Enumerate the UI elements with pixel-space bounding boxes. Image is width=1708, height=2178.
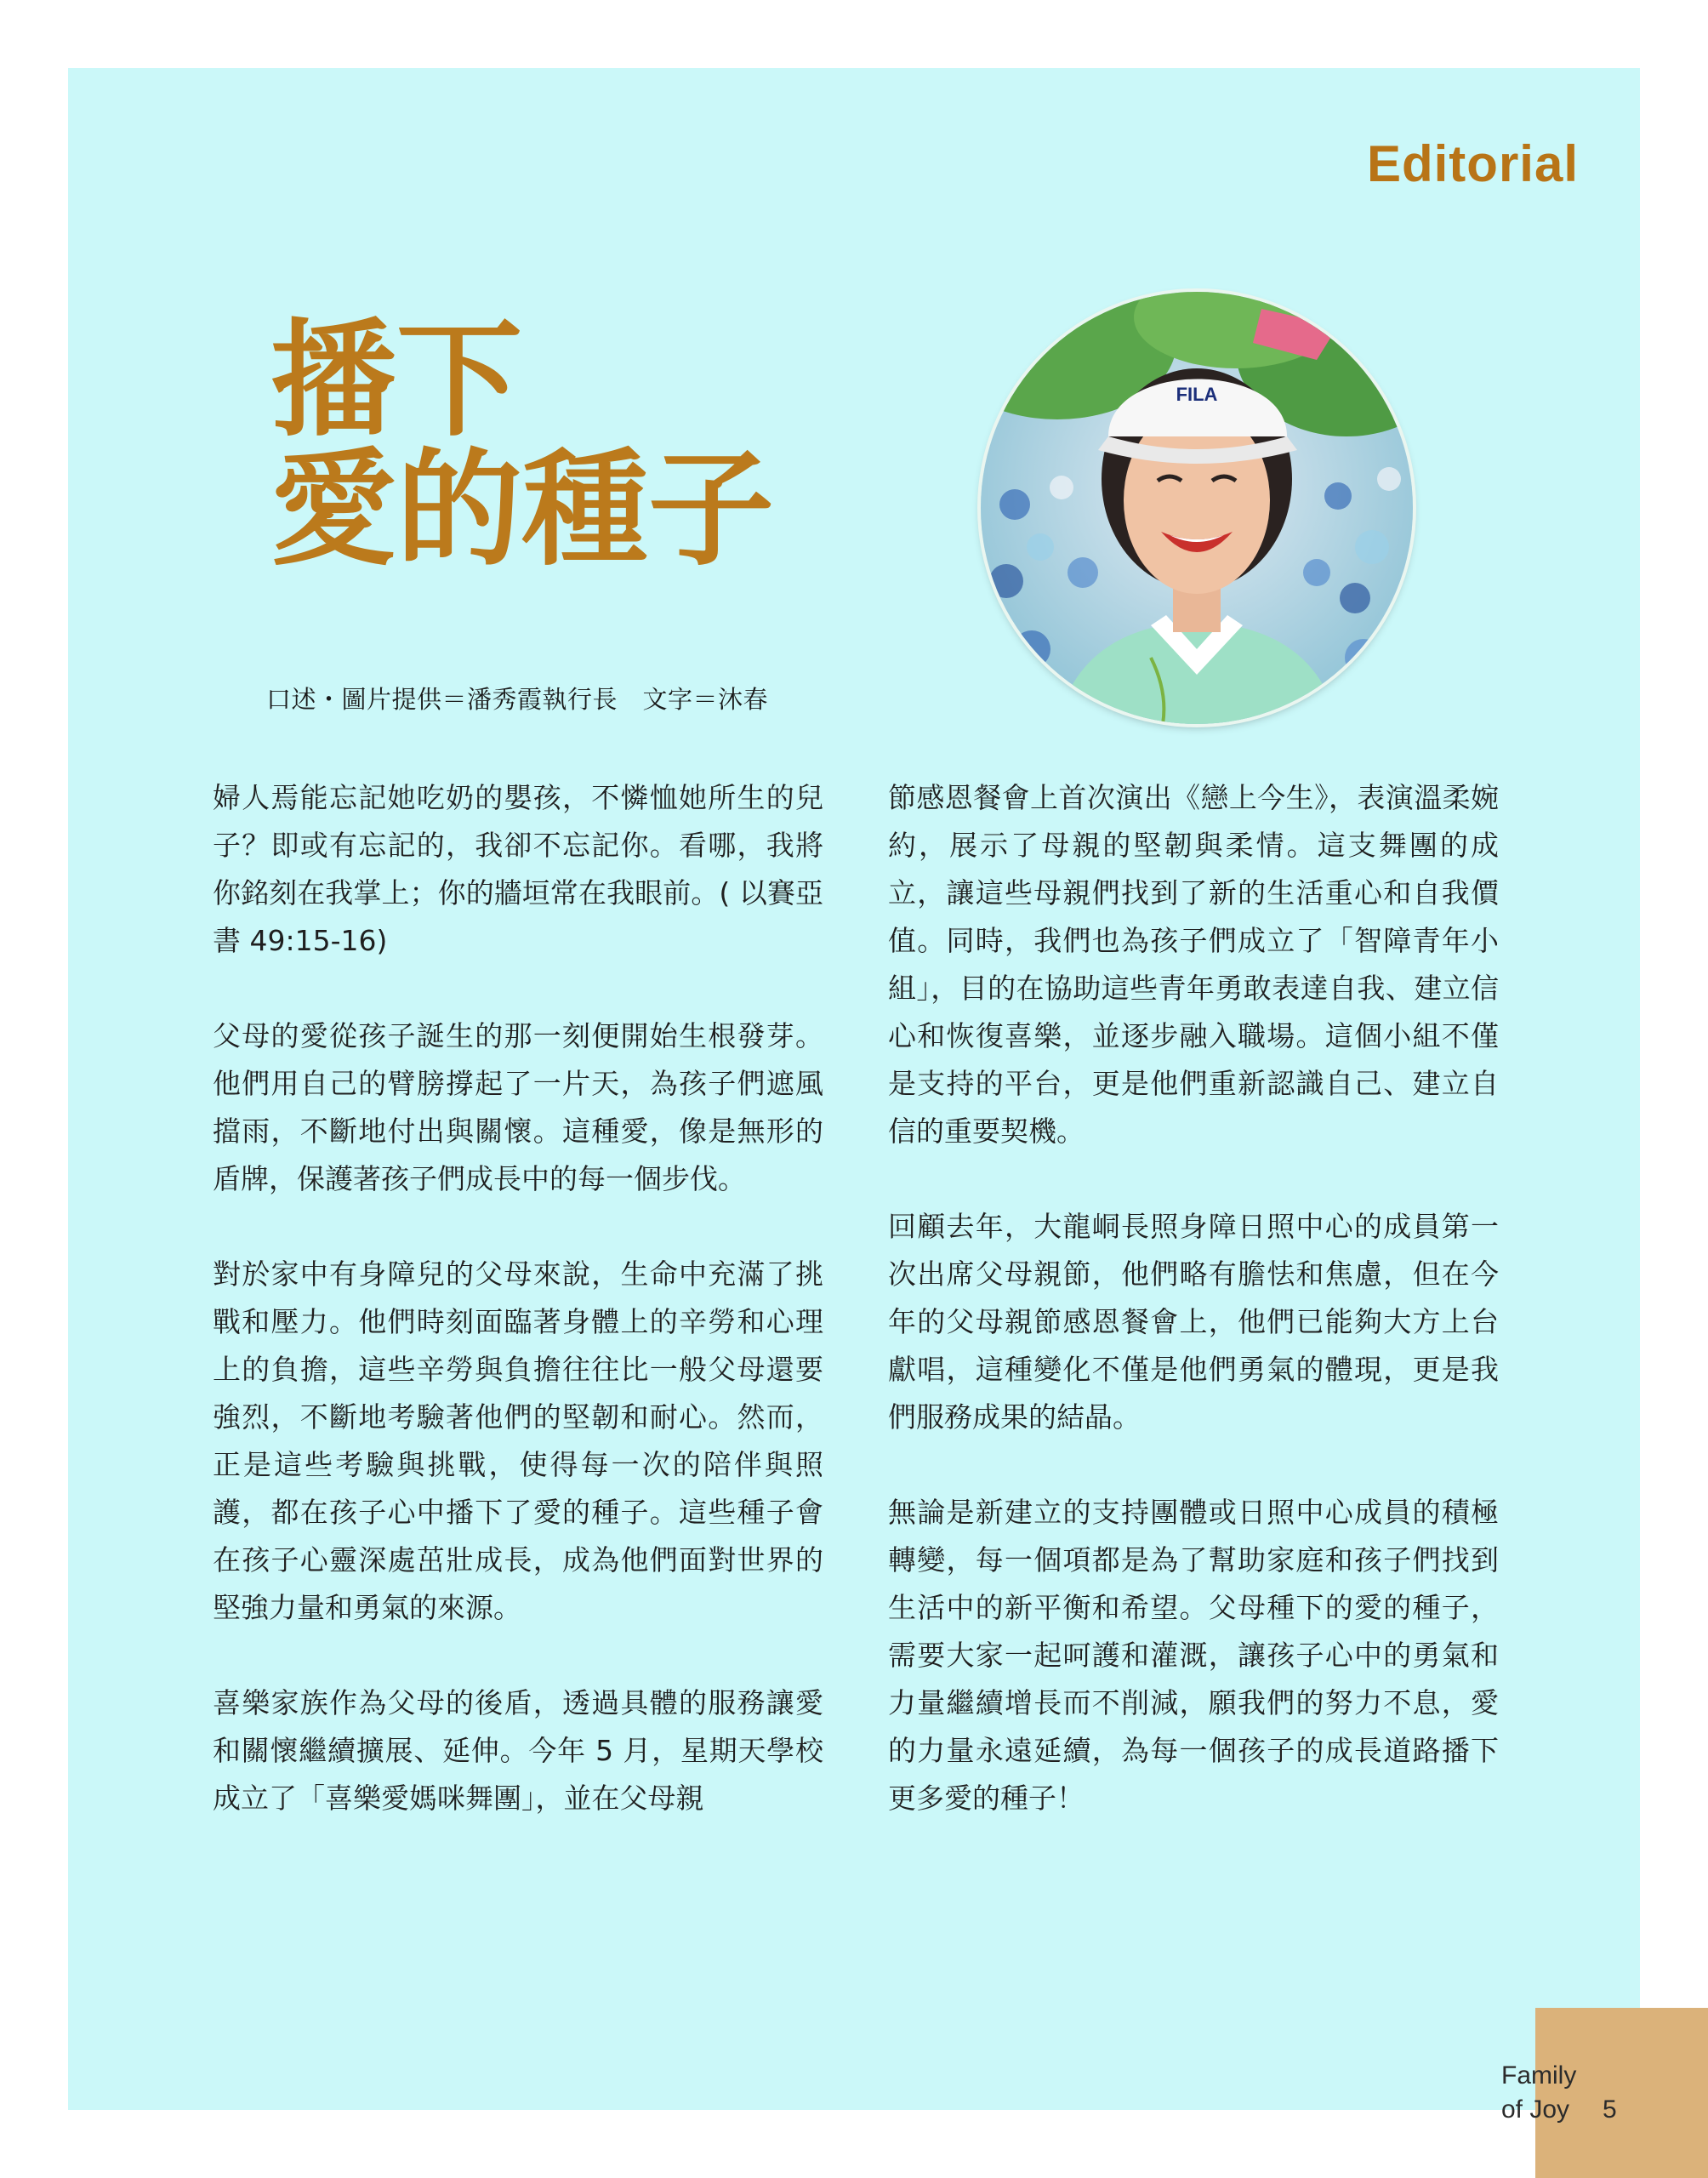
title-line-2: 愛的種子: [270, 435, 774, 583]
portrait-photo: [981, 292, 1413, 724]
publication-name: [1501, 2059, 1603, 2127]
column-right: [888, 774, 1499, 1870]
page-background: [68, 68, 1640, 2110]
title-line-1: 播下: [270, 305, 522, 453]
paragraph: 對於家中有身障兒的父母來說，生命中充滿了挑戰和壓力。他們時刻面臨著身體上的辛勞和心理上的負擔，這些辛勞與負擔往往比一般父母還要強烈，不斷地考驗著他們的堅韌和耐心。然而，正是這些考驗與挑戰，使得每一次的陪伴與照護，都在孩子心中播下了愛的種子。這些種子會在孩子心靈深處茁壯成長，成為他們面對世界的堅強力量和勇氣的來源。: [213, 1257, 823, 1624]
paragraph: 無論是新建立的支持團體或日照中心成員的積極轉變，每一個項都是為了幫助家庭和孩子們找到生活中的新平衡和希望。父母種下的愛的種子，需要大家一起呵護和灌溉，讓孩子心中的勇氣和力量繼續增長而不削減，願我們的努力不息，愛的力量永遠延續，為每一個孩子的成長道路播下更多愛的種子！: [888, 1496, 1499, 1815]
section-label: Editorial: [1366, 135, 1579, 192]
paragraph: 父母的愛從孩子誕生的那一刻便開始生根發芽。他們用自己的臂膀撐起了一片天，為孩子們遮風擋雨，不斷地付出與關懷。這種愛，像是無形的盾牌，保護著孩子們成長中的每一個步伐。: [213, 1019, 823, 1195]
page-number: 5: [1603, 2095, 1617, 2124]
article-title: [270, 305, 774, 583]
publication-name-line-2: of Joy: [1501, 2095, 1570, 2124]
paragraph: 喜樂家族作為父母的後盾，透過具體的服務讓愛和關懷繼續擴展、延伸。今年 5 月，星期天學校成立了「喜樂愛媽咪舞團」，並在父母親: [213, 1686, 823, 1815]
paragraph: 婦人焉能忘記她吃奶的嬰孩，不憐恤她所生的兒子？即或有忘記的，我卻不忘記你。看哪，我將你銘刻在我掌上；你的牆垣常在我眼前。( 以賽亞書 49:15-16): [213, 781, 823, 957]
publication-name-line-1: Family: [1501, 2061, 1577, 2090]
article-credit: 口述・圖片提供＝潘秀霞執行長 文字＝沐春: [266, 685, 769, 714]
column-left: [213, 774, 823, 1870]
paragraph: 回顧去年，大龍峒長照身障日照中心的成員第一次出席父母親節，他們略有膽怯和焦慮，但在今年的父母親節感恩餐會上，他們已能夠大方上台獻唱，這種變化不僅是他們勇氣的體現，更是我們服務成果的結晶。: [888, 1210, 1499, 1434]
portrait-illustration: [981, 292, 1413, 724]
paragraph: 節感恩餐會上首次演出《戀上今生》，表演溫柔婉約，展示了母親的堅韌與柔情。這支舞團的成立，讓這些母親們找到了新的生活重心和自我價值。同時，我們也為孩子們成立了「智障青年小組」，目的在協助這些青年勇敢表達自我、建立信心和恢復喜樂，並逐步融入職場。這個小組不僅是支持的平台，更是他們重新認識自己、建立自信的重要契機。: [888, 781, 1499, 1148]
cap-logo: FILA: [1176, 384, 1218, 405]
